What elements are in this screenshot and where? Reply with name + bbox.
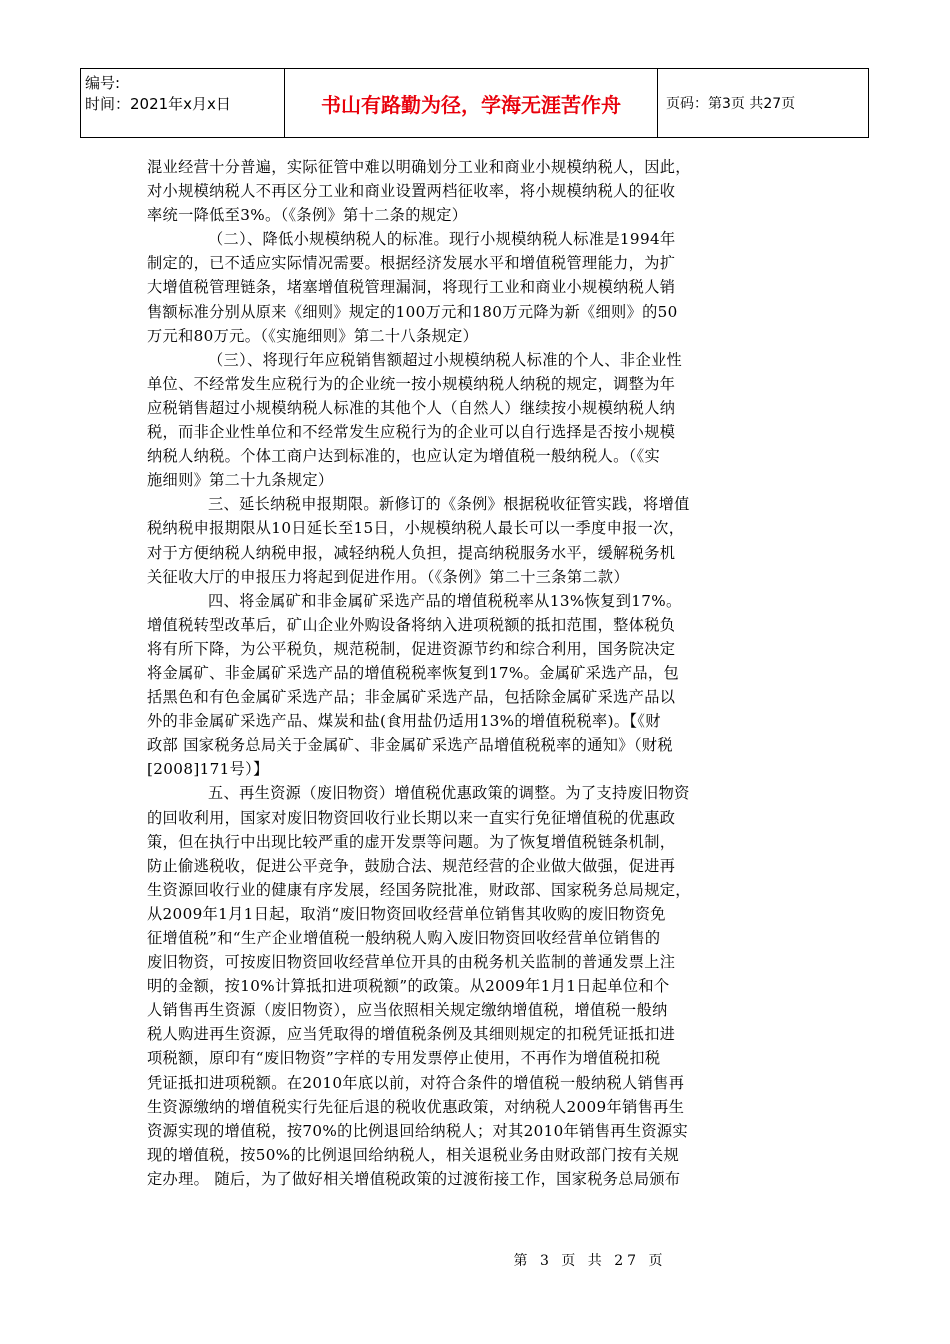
- body-line: 将有所下降，为公平税负，规范税制，促进资源节约和综合利用，国务院决定: [147, 639, 676, 658]
- body-line: 政部 国家税务总局关于金属矿、非金属矿采选产品增值税税率的通知》（财税: [147, 736, 673, 755]
- body-line: 外的非金属矿采选产品、煤炭和盐(食用盐仍适用13%的增值税税率)。【《财: [147, 712, 661, 731]
- body-line: 制定的，已不适应实际情况需要。根据经济发展水平和增值税管理能力，为扩: [147, 254, 676, 273]
- body-line: 纳税人纳税。个体工商户达到标准的，也应认定为增值税一般纳税人。（《实: [147, 447, 661, 466]
- body-line: 征增值税”和“生产企业增值税一般纳税人购入废旧物资回收经营单位销售的: [147, 929, 661, 947]
- body-line: 对于方便纳税人纳税申报，减轻纳税人负担，提高纳税服务水平，缓解税务机: [147, 543, 676, 562]
- body-line: 四、将金属矿和非金属矿采选产品的增值税税率从13%恢复到17%。: [208, 591, 682, 610]
- body-line: 防止偷逃税收，促进公平竞争，鼓励合法、规范经营的企业做大做强，促进再: [147, 856, 676, 875]
- body-line: 万元和80万元。（《实施细则》第二十八条规定）: [147, 326, 479, 345]
- body-line: 将金属矿、非金属矿采选产品的增值税税率恢复到17%。金属矿采选产品，包: [147, 663, 680, 682]
- header-page-info: 页码：第3页 共27页: [666, 96, 796, 112]
- body-line: （二）、降低小规模纳税人的标准。现行小规模纳税人标准是1994年: [208, 230, 676, 249]
- body-line: 生资源缴纳的增值税实行先征后退的税收优惠政策，对纳税人2009年销售再生: [147, 1097, 685, 1116]
- document-body: [147, 155, 815, 1191]
- body-line: 应税销售超过小规模纳税人标准的其他个人（自然人）继续按小规模纳税人纳: [147, 398, 676, 417]
- body-line: 生资源回收行业的健康有序发展，经国务院批准，财政部、国家税务总局规定，: [147, 880, 691, 899]
- body-line: 三、延长纳税申报期限。新修订的《条例》根据税收征管实践，将增值: [208, 495, 690, 514]
- document-number-label: 编号:: [85, 74, 121, 92]
- header-table: [80, 68, 869, 138]
- body-line: 从2009年1月1日起，取消“废旧物资回收经营单位销售其收购的废旧物资免: [147, 904, 666, 923]
- body-line: 的回收利用，国家对废旧物资回收行业长期以来一直实行免征增值税的优惠政: [147, 808, 676, 827]
- body-line: 项税额，原印有“废旧物资”字样的专用发票停止使用，不再作为增值税扣税: [147, 1049, 661, 1068]
- header-motto: 书山有路勤为径，学海无涯苦作舟: [285, 69, 658, 137]
- body-line: 括黑色和有色金属矿采选产品；非金属矿采选产品，包括除金属矿采选产品以: [147, 688, 676, 707]
- body-line: 五、再生资源（废旧物资）增值税优惠政策的调整。为了支持废旧物资: [208, 784, 690, 803]
- body-line: 施细则》第二十九条规定）: [147, 471, 334, 490]
- body-line: 废旧物资，可按废旧物资回收经营单位开具的由税务机关监制的普通发票上注: [147, 953, 676, 972]
- body-line: 率统一降低至3%。（《条例》第十二条的规定）: [147, 206, 468, 225]
- body-line: 增值税转型改革后，矿山企业外购设备将纳入进项税额的抵扣范围，整体税负: [147, 615, 676, 634]
- body-line: 现的增值税，按50%的比例退回给纳税人，相关退税业务由财政部门按有关规: [147, 1145, 680, 1164]
- page-footer: 第 3 页 共 27 页: [513, 1253, 667, 1269]
- body-line: 混业经营十分普遍，实际征管中难以明确划分工业和商业小规模纳税人，因此，: [147, 158, 691, 176]
- header-meta-cell: [81, 69, 285, 137]
- body-line: 税纳税申报期限从10日延长至15日，小规模纳税人最长可以一季度申报一次，: [147, 519, 685, 538]
- body-line: 关征收大厅的申报压力将起到促进作用。（《条例》第二十三条第二款）: [147, 567, 629, 586]
- body-line: 明的金额，按10%计算抵扣进项税额”的政策。从2009年1月1日起单位和个: [147, 977, 670, 996]
- body-line: （三）、将现行年应税销售额超过小规模纳税人标准的个人、非企业性: [208, 350, 683, 369]
- body-line: 人销售再生资源（废旧物资），应当依照相关规定缴纳增值税，增值税一般纳: [147, 1001, 668, 1020]
- body-line: [2008]171号）】: [147, 760, 269, 779]
- body-line: 资源实现的增值税，按70%的比例退回给纳税人；对其2010年销售再生资源实: [147, 1121, 688, 1140]
- body-line: 定办理。 随后，为了做好相关增值税政策的过渡衔接工作，国家税务总局颁布: [147, 1169, 681, 1188]
- document-date-label: 时间：2021年x月x日: [85, 95, 231, 113]
- body-line: 税，而非企业性单位和不经常发生应税行为的企业可以自行选择是否按小规模: [147, 423, 676, 442]
- body-line: 售额标准分别从原来《细则》规定的100万元和180万元降为新《细则》的50: [147, 302, 678, 321]
- body-line: 凭证抵扣进项税额。在2010年底以前，对符合条件的增值税一般纳税人销售再: [147, 1073, 685, 1092]
- body-line: 大增值税管理链条，堵塞增值税管理漏洞，将现行工业和商业小规模纳税人销: [147, 278, 676, 297]
- body-line: 单位、不经常发生应税行为的企业统一按小规模纳税人纳税的规定，调整为年: [147, 374, 676, 393]
- body-line: 对小规模纳税人不再区分工业和商业设置两档征收率，将小规模纳税人的征收: [147, 182, 676, 201]
- body-line: 税人购进再生资源，应当凭取得的增值税条例及其细则规定的扣税凭证抵扣进: [147, 1025, 676, 1044]
- body-line: 策，但在执行中出现比较严重的虚开发票等问题。为了恢复增值税链条机制，: [147, 832, 676, 851]
